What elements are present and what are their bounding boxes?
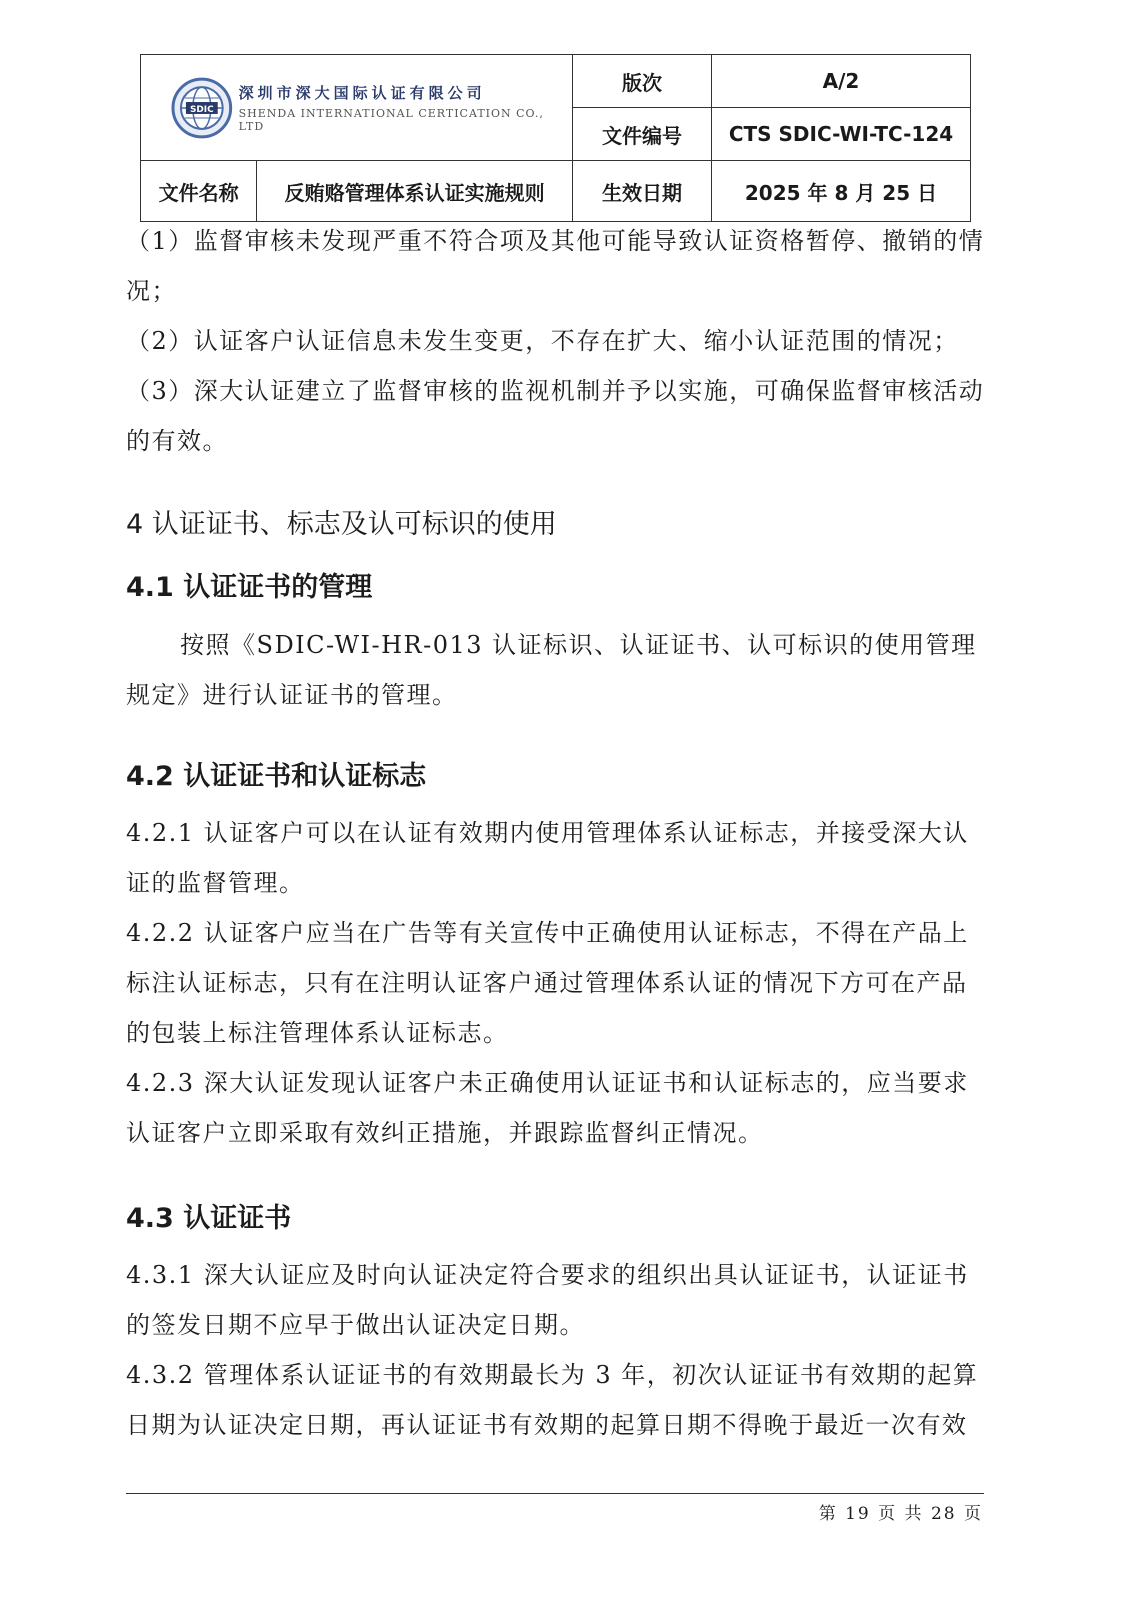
clause-4-2-1: 4.2.1 认证客户可以在认证有效期内使用管理体系认证标志，并接受深大认证的监督管理。: [126, 819, 969, 897]
document-number-value: CTS SDIC-WI-TC-124: [712, 108, 971, 161]
company-logo-cell: [141, 55, 573, 161]
section-4-heading: 4 认证证书、标志及认可标识的使用: [126, 509, 557, 540]
company-name-cn: 深圳市深大国际认证有限公司: [238, 84, 486, 102]
condition-item-3: （3）深大认证建立了监督审核的监视机制并予以实施，可确保监督审核活动的有效。: [126, 377, 985, 455]
company-logo-icon: [171, 77, 233, 139]
page-number: 第 19 页 共 28 页: [818, 1504, 983, 1524]
conditions-list: [126, 216, 986, 466]
effective-date-value: 2025 年 8 月 25 日: [712, 161, 971, 222]
condition-item-1: （1）监督审核未发现严重不符合项及其他可能导致认证资格暂停、撤销的情况；: [126, 227, 985, 305]
effective-date-label: 生效日期: [573, 161, 712, 222]
section-4-1-heading: 4.1 认证证书的管理: [126, 572, 373, 603]
document-name-value: 反贿赂管理体系认证实施规则: [257, 161, 573, 222]
version-label: 版次: [573, 55, 712, 108]
section-4-2-heading: 4.2 认证证书和认证标志: [126, 761, 427, 792]
condition-item-2: （2）认证客户认证信息未发生变更，不存在扩大、缩小认证范围的情况；: [126, 327, 959, 355]
clause-4-2-3: 4.2.3 深大认证发现认证客户未正确使用认证证书和认证标志的，应当要求认证客户立即采取有效纠正措施，并跟踪监督纠正情况。: [126, 1069, 969, 1147]
version-value: A/2: [712, 55, 971, 108]
logo-text: SDIC: [189, 104, 214, 115]
section-4-3-body: [126, 1250, 986, 1450]
section-4-3-heading: 4.3 认证证书: [126, 1203, 292, 1234]
clause-4-3-2: 4.3.2 管理体系认证证书的有效期最长为 3 年，初次认证证书有效期的起算日期为认证决定日期，再认证证书有效期的起算日期不得晚于最近一次有效: [126, 1361, 979, 1439]
document-header-table: [140, 54, 971, 222]
document-number-label: 文件编号: [573, 108, 712, 161]
footer-divider: [126, 1493, 984, 1494]
section-4-1-paragraph: 按照《SDIC-WI-HR-013 认证标识、认证证书、认可标识的使用管理规定》进行认证证书的管理。: [126, 631, 977, 709]
clause-4-3-1: 4.3.1 深大认证应及时向认证决定符合要求的组织出具认证证书，认证证书的签发日期不应早于做出认证决定日期。: [126, 1261, 969, 1339]
section-4-2-body: [126, 808, 986, 1158]
company-name-en: SHENDA INTERNATIONAL CERTICATION CO., LTD: [238, 107, 544, 133]
clause-4-2-2: 4.2.2 认证客户应当在广告等有关宣传中正确使用认证标志，不得在产品上标注认证标志，只有在注明认证客户通过管理体系认证的情况下方可在产品的包装上标注管理体系认证标志。: [126, 919, 969, 1047]
document-name-label: 文件名称: [141, 161, 257, 222]
section-4-1-body: [126, 620, 986, 720]
